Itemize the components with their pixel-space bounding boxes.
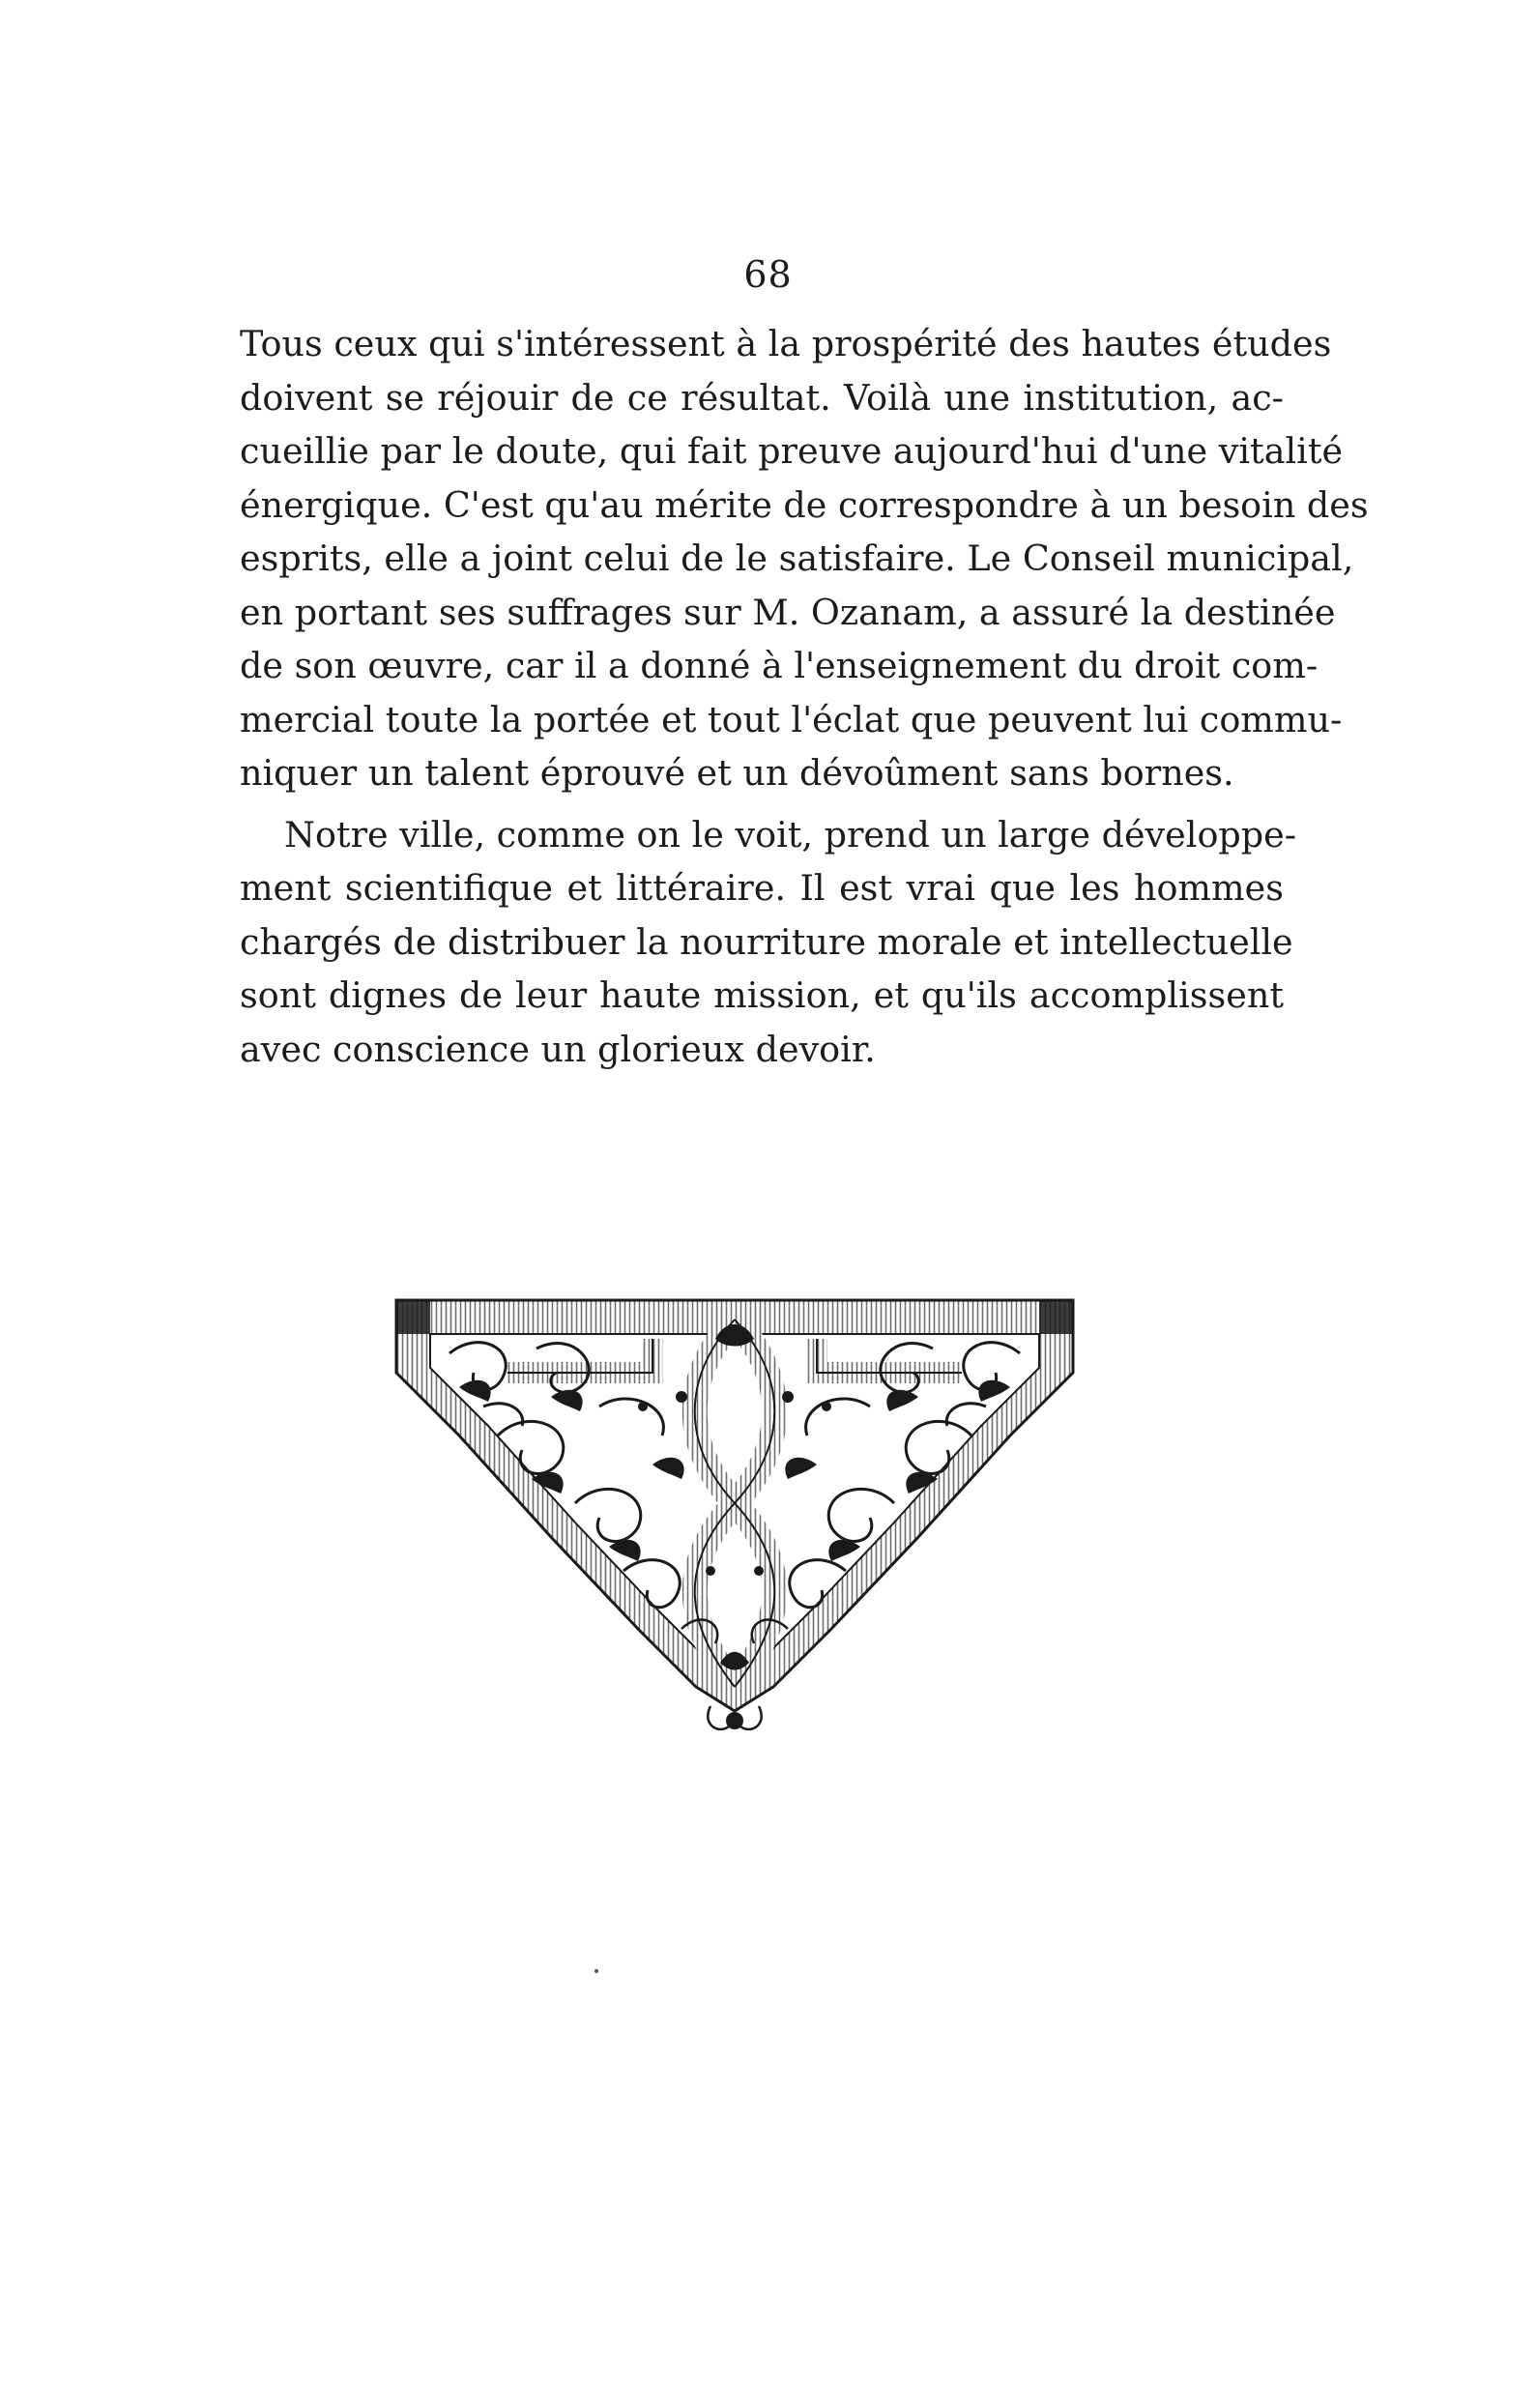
text-line: doivent se réjouir de ce résultat. Voilà une institution, ac- [240,376,1284,419]
paragraph-2 [240,808,1297,1077]
text-line: de son œuvre, car il a donné à l'enseignement du droit com- [240,645,1319,686]
text-line: mercial toute la portée et tout l'éclat que peuvent lui commu- [240,698,1343,740]
text-line: Notre ville, comme on le voit, prend un large développe- [284,813,1297,856]
text-line: Tous ceux qui s'intéressent à la prospérité des hautes études [240,323,1332,364]
text-line: énergique. C'est qu'au mérite de correspondre à un besoin des [240,483,1369,526]
text-line: sont dignes de leur haute mission, et qu'ils accomplissent [240,974,1284,1016]
text-line: chargés de distribuer la nourriture morale et intellectuelle [240,920,1293,963]
arabesque-cul-de-lampe-icon [391,1281,1078,1735]
text-line: ment scientifique et littéraire. Il est vrai que les hommes [240,867,1284,909]
text-line: esprits, elle a joint celui de le satisfaire. Le Conseil municipal, [240,537,1354,579]
paragraph-1 [240,317,1369,800]
text-line: cueillie par le doute, qui fait preuve aujourd'hui d'une vitalité [240,430,1344,472]
text-line: niquer un talent éprouvé et un dévoûment sans bornes. [240,752,1234,794]
ink-speck [594,1969,598,1973]
text-line: avec conscience un glorieux devoir. [240,1028,876,1070]
text-line: en portant ses suffrages sur M. Ozanam, a assuré la destinée [240,591,1336,633]
body-text [240,317,1369,1076]
page-number: 68 [743,253,793,296]
